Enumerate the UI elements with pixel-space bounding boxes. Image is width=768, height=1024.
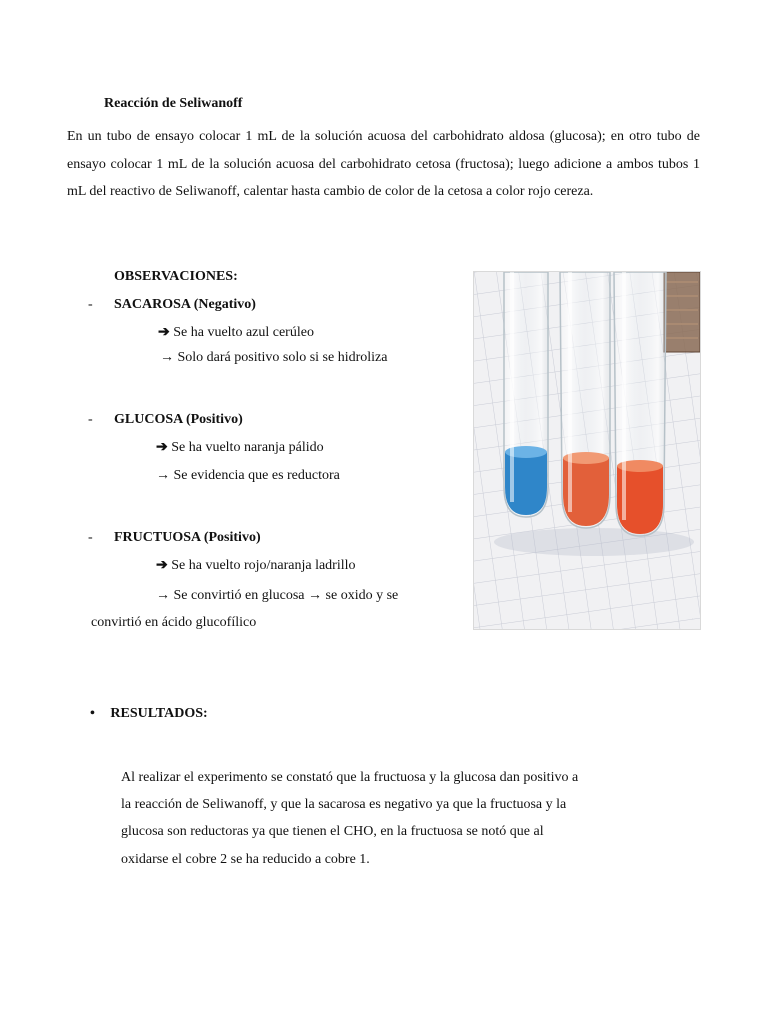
sacarosa-line-2 xyxy=(160,350,387,366)
tube-glucosa xyxy=(560,272,610,528)
bullet-sacarosa xyxy=(88,297,93,313)
arrow-right-icon: ➔ xyxy=(158,325,170,340)
tube-fructuosa xyxy=(614,272,666,536)
results-paragraph xyxy=(121,764,621,873)
arrow-right-icon: → xyxy=(156,468,170,483)
rack-edge xyxy=(664,272,700,352)
intro-paragraph: En un tubo de ensayo colocar 1 mL de la solución acuosa del carbohidrato aldosa (glucosa); en otro tubo de ensayo colocar 1 mL de la solución acuosa del carbohidrato cetosa (fructosa); luego adicione a ambos tubos 1 mL del reactivo de Seliwanoff, calentar hasta cambio de color de la cetosa a color rojo cereza. xyxy=(67,129,700,199)
test-tubes-photo xyxy=(473,271,701,630)
dash-bullet: - xyxy=(88,530,93,545)
arrow-right-icon: ➔ xyxy=(156,558,168,573)
results-title: RESULTADOS: xyxy=(110,706,208,721)
results-header xyxy=(90,706,208,722)
sacarosa-heading: SACAROSA (Negativo) xyxy=(114,297,256,312)
glucosa-line-1 xyxy=(156,439,324,456)
observations-title: OBSERVACIONES: xyxy=(114,269,238,284)
sacarosa-line-2-text: Solo dará positivo solo si se hidroliza xyxy=(177,350,388,365)
sacarosa-line-1 xyxy=(158,324,314,341)
results-line-2: la reacción de Seliwanoff, y que la sacarosa es negativo ya que la fructuosa y la xyxy=(121,797,567,813)
fructuosa-line-1-text: Se ha vuelto rojo/naranja ladrillo xyxy=(171,558,356,573)
results-line-3: glucosa son reductoras ya que tienen el CHO, en la fructuosa se notó que al xyxy=(121,824,544,840)
bullet-icon: • xyxy=(90,706,95,721)
fructuosa-line-2a-text: Se convirtió en glucosa xyxy=(173,588,305,603)
arrow-right-icon: → xyxy=(308,588,323,603)
arrow-right-icon: → xyxy=(156,588,170,603)
glucosa-line-1-text: Se ha vuelto naranja pálido xyxy=(171,440,324,455)
bullet-fructuosa xyxy=(88,530,93,546)
fructuosa-line-2 xyxy=(156,588,398,604)
dash-bullet: - xyxy=(88,297,93,312)
section-title: Reacción de Seliwanoff xyxy=(104,96,243,111)
test-tubes-illustration xyxy=(474,272,700,629)
fructuosa-line-1 xyxy=(156,557,356,574)
glucosa-heading: GLUCOSA (Positivo) xyxy=(114,412,243,427)
glucosa-line-2-text: Se evidencia que es reductora xyxy=(173,468,340,483)
bullet-glucosa xyxy=(88,412,93,428)
dash-bullet: - xyxy=(88,412,93,427)
arrow-right-icon: → xyxy=(160,350,174,365)
glucosa-line-2 xyxy=(156,468,340,484)
fructuosa-heading: FRUCTUOSA (Positivo) xyxy=(114,530,261,545)
arrow-right-icon: ➔ xyxy=(156,440,168,455)
results-line-4: oxidarse el cobre 2 se ha reducido a cobre 1. xyxy=(121,851,370,867)
tube-sacarosa xyxy=(504,272,548,517)
sacarosa-line-1-text: Se ha vuelto azul cerúleo xyxy=(173,325,314,340)
results-line-1: Al realizar el experimento se constató que la fructuosa y la glucosa dan positivo a xyxy=(121,770,579,785)
fructuosa-line-3: convirtió en ácido glucofílico xyxy=(91,615,257,630)
fructuosa-line-2b-text: se oxido y se xyxy=(325,588,399,603)
